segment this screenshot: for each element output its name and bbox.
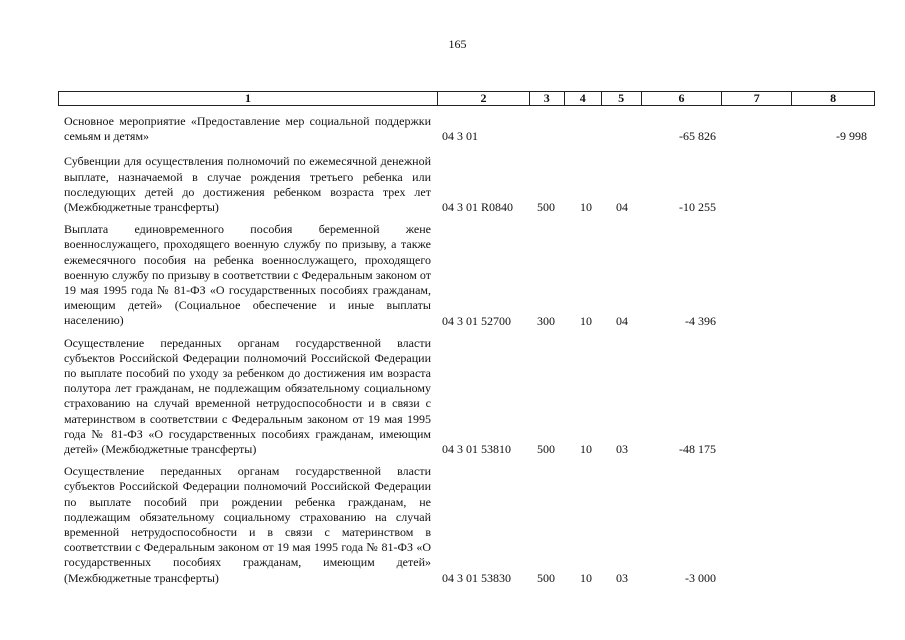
- row-pr: 03: [616, 570, 628, 585]
- row-vr: 500: [537, 570, 555, 585]
- row-sum: -3 000: [685, 570, 716, 585]
- row-pr: 04: [616, 313, 628, 328]
- row-code: 04 3 01 R0840: [442, 200, 514, 215]
- row-sum: -10 255: [679, 200, 716, 215]
- row-rz: 10: [580, 200, 592, 215]
- row-pr: 04: [616, 200, 628, 215]
- table-row: [64, 114, 875, 144]
- row-rz: 10: [580, 313, 592, 328]
- row-col8: -9 998: [836, 129, 867, 144]
- row-sum: -65 826: [679, 129, 716, 144]
- row-description: Выплата единовременного пособия беременной жене военнослужащего, проходящего военную службу по призыву, а также ежемесячного пособия на ребенка военнослужащего, проходящего военную службу по призыву в соответствии с Федеральным законом от 19 мая 1995 года № 81-ФЗ «О государственных пособиях гражданам, имеющим детей» (Социальное обеспечение и иные выплаты населению): [64, 222, 431, 328]
- row-vr: 300: [537, 313, 555, 328]
- page-number: [0, 37, 905, 52]
- table-row: [64, 222, 875, 328]
- row-sum: -48 175: [679, 442, 716, 457]
- row-rz: 10: [580, 442, 592, 457]
- row-pr: 03: [616, 442, 628, 457]
- table-header: [58, 91, 875, 106]
- header-col-4: 4: [565, 92, 602, 105]
- page-number-text: 165: [448, 37, 467, 51]
- table-row: [64, 154, 875, 215]
- table-body: [64, 114, 875, 593]
- header-col-8: 8: [830, 91, 837, 105]
- row-code: 04 3 01: [442, 129, 478, 144]
- header-col-3: 3: [530, 92, 565, 105]
- header-col-7: 7: [722, 92, 792, 105]
- row-description: Основное мероприятие «Предоставление мер социальной поддержки семьям и детям»: [64, 114, 431, 144]
- row-code: 04 3 01 53830: [442, 570, 511, 585]
- row-rz: 10: [580, 570, 592, 585]
- row-description: Осуществление переданных органам государственной власти субъектов Российской Федерации полномочий Российской Федерации по выплате пособий по уходу за ребенком до достижения им возраста полутора лет гражданам, не подлежащим обязательному социальному страхованию на случай временной нетрудоспособности и в связи с материнством в соответствии с Федеральным законом от 19 мая 1995 года № 81-ФЗ «О государственных пособиях гражданам, имеющим детей» (Межбюджетные трансферты): [64, 335, 431, 457]
- header-col-6: 6: [642, 92, 723, 105]
- header-col-2: 2: [438, 92, 530, 105]
- table-row: [64, 464, 875, 586]
- row-description: Осуществление переданных органам государственной власти субъектов Российской Федерации полномочий Российской Федерации по выплате пособий при рождении ребенка гражданам, не подлежащим обязательному социальному страхованию на случай временной нетрудоспособности и в связи с материнством в соответствии с Федеральным законом от 19 мая 1995 года № 81-ФЗ «О государственных пособиях гражданам, имеющим детей» (Межбюджетные трансферты): [64, 464, 431, 585]
- row-vr: 500: [537, 442, 555, 457]
- row-code: 04 3 01 52700: [442, 313, 511, 328]
- row-sum: -4 396: [685, 313, 716, 328]
- table-row: [64, 336, 875, 458]
- header-col-1: 1: [59, 92, 438, 105]
- row-description: Субвенции для осуществления полномочий по ежемесячной денежной выплате, назначаемой в случае рождения третьего ребенка или последующих детей до достижения ребенком возраста трех лет (Межбюджетные трансферты): [64, 154, 431, 215]
- row-vr: 500: [537, 200, 555, 215]
- header-col-5: 5: [602, 92, 642, 105]
- row-code: 04 3 01 53810: [442, 442, 511, 457]
